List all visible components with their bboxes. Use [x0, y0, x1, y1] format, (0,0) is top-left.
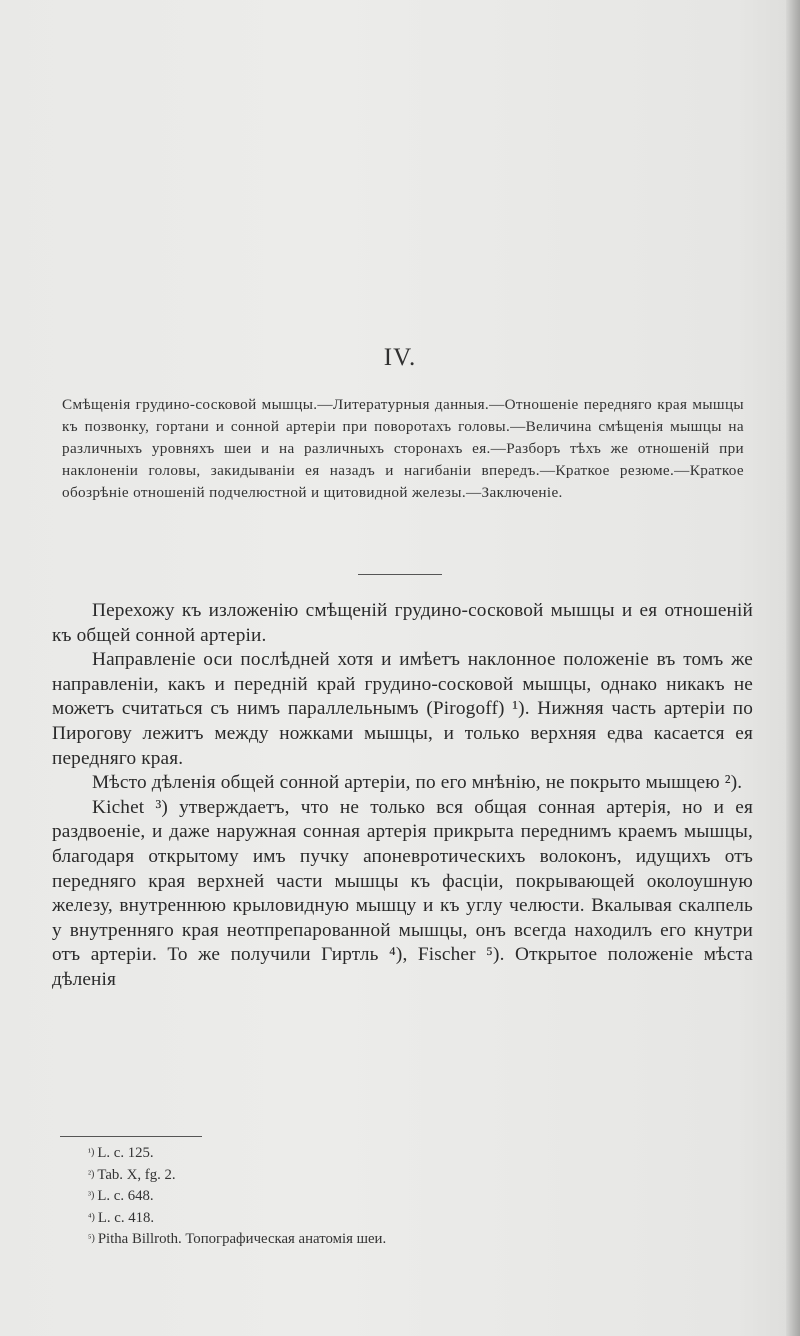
footnote-mark: ¹): [88, 1147, 95, 1158]
footnote-text: L. c. 125.: [97, 1145, 154, 1161]
chapter-summary: Смѣщенія грудино-сосковой мышцы.—Литературныя данныя.—Отношеніе передняго края мышцы къ позвонку, гортани и сонной артеріи при поворотахъ головы.—Величина смѣщенія мышцы на различныхъ уровняхъ шеи и на различныхъ сторонахъ ея.—Разборъ тѣхъ же отношеній при наклоненіи головы, закидываніи ея назадъ и нагибаніи впередъ.—Краткое резюме.—Краткое обозрѣніе отношеній подчелюстной и щитовидной железы.—Заключеніе.: [62, 396, 744, 501]
footnotes: [88, 1143, 688, 1251]
section-divider: [358, 574, 442, 575]
footnote: [88, 1143, 688, 1165]
footnote-mark: ⁵): [88, 1233, 95, 1245]
footnote-mark: ²): [88, 1168, 95, 1180]
footnote-text: L. c. 418.: [97, 1209, 155, 1226]
paragraph: Перехожу къ изложенію смѣщеній грудино-сосковой мышцы и ея отношеній къ общей сонной артеріи.: [52, 600, 753, 646]
footnote-text: Pitha Billroth. Топографическая анатомія шеи.: [97, 1231, 387, 1248]
footnote-text: L. c. 648.: [97, 1188, 154, 1205]
page-edge: [786, 0, 800, 1336]
chapter-number: IV.: [383, 344, 417, 371]
paragraph: Мѣсто дѣленія общей сонной артеріи, по его мнѣнію, не покрыто мышцею ²).: [92, 772, 743, 794]
body-text: [52, 599, 753, 993]
footnote: [88, 1186, 688, 1208]
footnote: [88, 1229, 688, 1251]
footnote-mark: ⁴): [88, 1211, 95, 1223]
footnote-divider: [60, 1136, 202, 1137]
footnote-text: Tab. X, fg. 2.: [97, 1166, 176, 1183]
paragraph: Направленіе оси послѣдней хотя и имѣетъ наклонное положеніе въ томъ же направленіи, какъ и передній край грудино-сосковой мышцы, однако никакъ не можетъ считаться съ нимъ параллельнымъ (Pirogoff) ¹). Нижняя часть артеріи по Пирогову лежитъ между ножками мышцы, и только верхняя едва касается ея передняго края.: [52, 649, 753, 769]
footnote: [88, 1208, 688, 1230]
footnote: [88, 1165, 688, 1187]
footnote-mark: ³): [88, 1190, 95, 1202]
paragraph: Kichet ³) утверждаетъ, что не только вся общая сонная артерія, но и ея раздвоеніе, и даже наружная сонная артерія прикрыта переднимъ краемъ мышцы, благодаря открытому имъ пучку апоневротическихъ волоконъ, идущихъ отъ передняго края верхней части мышцы къ фасціи, покрывающей околоушную железу, внутреннюю крыловидную мышцу и къ углу челюсти. Вкалывая скалпель у внутренняго края неотпрепарованной мышцы, онъ всегда находилъ его кнутри отъ артеріи. То же получили Гиртль ⁴), Fischer ⁵). Открытое положеніе мѣста дѣленія: [52, 796, 753, 990]
